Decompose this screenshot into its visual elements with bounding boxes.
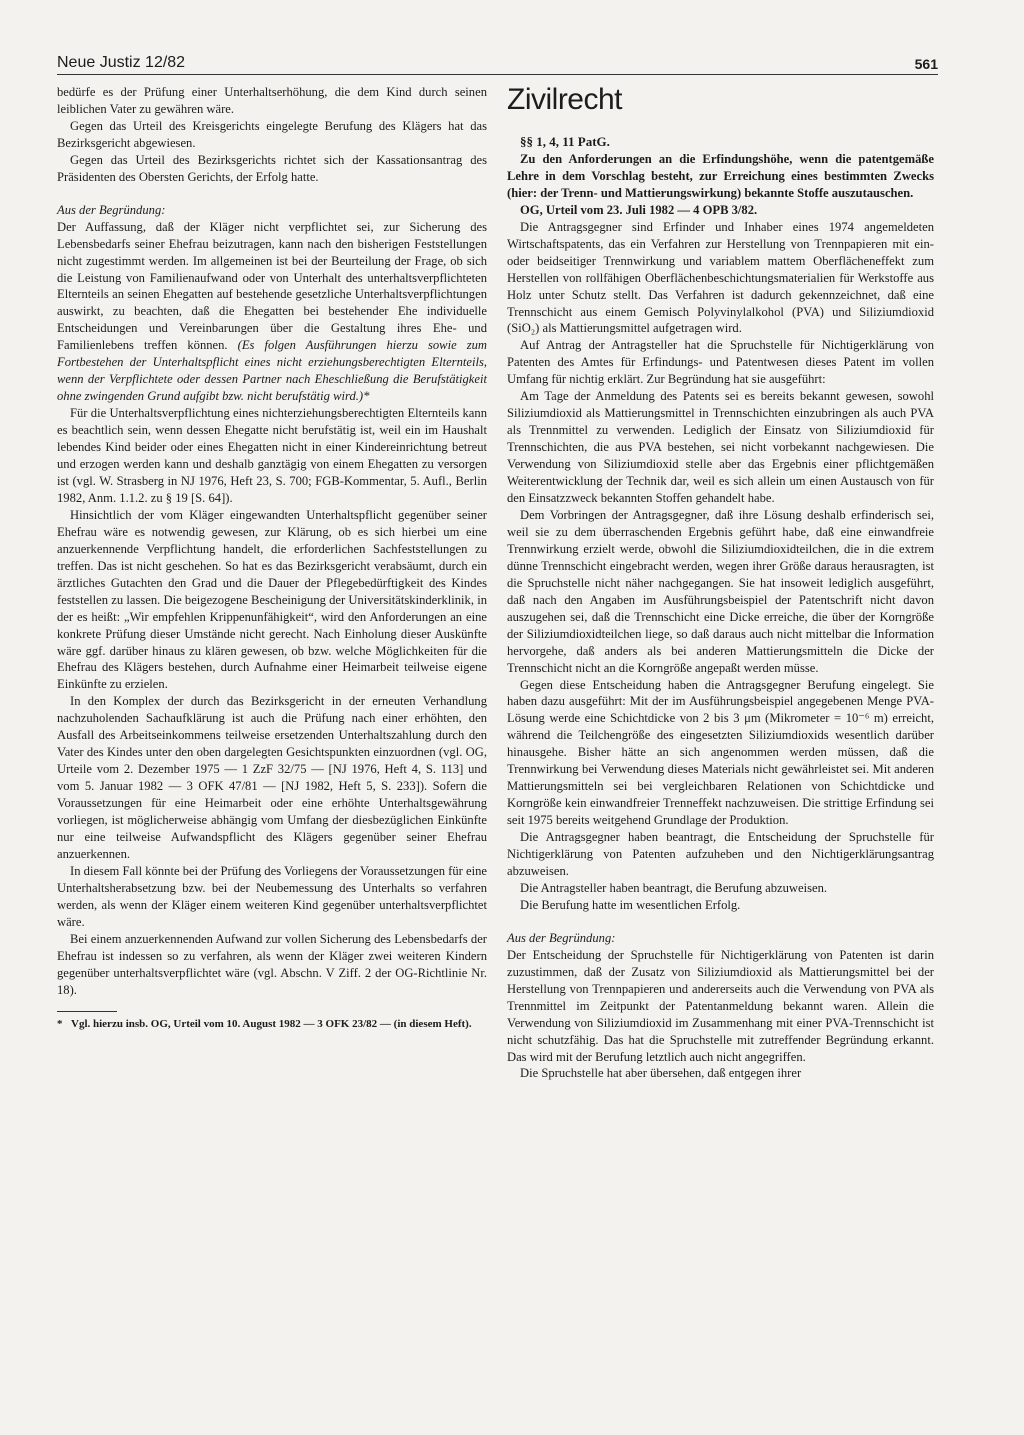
footnote: [57, 1018, 487, 1031]
right-subheading: Aus der Begründung:: [507, 930, 616, 945]
right-paragraph-1: Die Antragsgegner sind Erfinder und Inhaber eines 1974 angemeldeten Wirtschaftspatents, das ein Verfahren zur Herstellung von Trennpapieren mit ein- oder beidseitiger Trennwirkung und variablem mattem Oberflächeneffekt zum Herstellen von rollfähigen Oberflächenbeschichtungsmaterialien für Werkstoffe aus Holz unter Schutz stellt. Das Verfahren ist dadurch gekennzeichnet, daß eine Trennschicht aus einem Gemisch Polyvinylalkohol (PVA) und Siliziumdioxid (SiO₂) als Mattierungsmittel aufgetragen wird.: [507, 219, 934, 336]
footnote-text: Vgl. hierzu insb. OG, Urteil vom 10. August 1982 — 3 OFK 23/82 — (in diesem Heft).: [71, 1017, 472, 1030]
page-number: 561: [914, 56, 938, 72]
right-column: [507, 84, 934, 1082]
left-paragraph-4-text: Der Auffassung, daß der Kläger nicht verpflichtet sei, zur Sicherung des Lebensbedarfs seiner Ehefrau beizutragen, kann nach den bisherigen Feststellungen nicht zugestimmt werden. Im allgemeinen ist bei der Beurteilung der Frage, ob sich die Leistung von Familienaufwand oder von Unterhalt des unterhaltsverpflichteten Elternteils an seinen Ehegatten auf bestehende gesetzliche Unterhaltsverpflichtungen auswirkt, zu beachten, daß die Ehegatten bei bestehender Ehe individuelle Entscheidungen und Vereinbarungen über die Gestaltung ihres Ehe- und Familienlebens treffen können.: [57, 219, 487, 353]
left-paragraph-6: Hinsichtlich der vom Kläger eingewandten Unterhaltspflicht gegenüber seiner Ehefrau wäre es notwendig gewesen, zur Klärung, ob es sich hierbei um eine anzuerkennende Verpflichtung handelt, die erforderlichen Sachfeststellungen zu treffen. Das ist nicht geschehen. So hat es das Bezirksgericht verabsäumt, durch ein ärztliches Gutachten den Grad und die Dauer der Pflegebedürftigkeit des Kindes feststellen zu lassen. Die beigezogene Bescheinigung der Universitätskinderklinik, in der es heißt: „Wir empfehlen Krippenunfähigkeit“, wird den Anforderungen an eine konkrete Prüfung dieser Umstände nicht gerecht. Nach Einholung dieser Auskünfte wäre ggf. darüber hinaus zu klären gewesen, ob bzw. welche Möglichkeiten für die Ehefrau des Klägers bestehen, durch Aufnahme einer Heimarbeit teilweise eigene Einkünfte zu erzielen.: [57, 507, 487, 692]
header-rule: [57, 74, 938, 75]
left-paragraph-9: Bei einem anzuerkennenden Aufwand zur vollen Sicherung des Lebensbedarfs der Ehefrau ist indessen so zu verfahren, als wenn der Kläger zwei weiteren Kindern gegenüber unterhaltsverpflichtet wäre (vgl. Abschn. V Ziff. 2 der OG-Richtlinie Nr. 18).: [57, 931, 487, 997]
section-title: Zivilrecht: [507, 83, 623, 116]
right-paragraph-7: Die Antragsteller haben beantragt, die Berufung abzuweisen.: [520, 880, 828, 895]
right-paragraph-6: Die Antragsgegner haben beantragt, die Entscheidung der Spruchstelle für Nichtigerklärung von Patenten aufzuheben und den Nichtigerklärungsantrag abzuweisen.: [507, 830, 934, 878]
headnote: Zu den Anforderungen an die Erfindungshöhe, wenn die patentgemäße Lehre in dem Vorschlag besteht, zur Erreichung eines bestimmten Zwecks (hier: der Trenn- und Mattierungswirkung) bekannte Stoffe auszutauschen.: [507, 151, 934, 200]
left-paragraph-4-italic: (Es folgen Ausführungen hierzu sowie zum Fortbestehen der Unterhaltspflicht eines nicht erziehungsberechtigten Elternteils, wenn der Verpflichtete oder dessen Partner nach Eheschließung die Berufstätigkeit ohne zwingenden Grund aufgibt bzw. nicht berufstätig wird.)*: [57, 338, 488, 404]
left-paragraph-2: Gegen das Urteil des Kreisgerichts eingelegte Berufung des Klägers hat das Bezirksgericht abgewiesen.: [57, 118, 487, 150]
footnote-rule: [57, 1011, 117, 1012]
right-paragraph-2: Auf Antrag der Antragsteller hat die Spruchstelle für Nichtigerklärung von Patenten des Amtes für Erfindungs- und Patentwesen dieses Patent im vollen Umfang für nichtig erklärt. Zur Begründung hat sie ausgeführt:: [507, 338, 934, 387]
right-paragraph-5: Gegen diese Entscheidung haben die Antragsgegner Berufung eingelegt. Sie haben dazu ausgeführt: Mit der im Ausführungsbeispiel angegebenen Menge PVA-Lösung werde eine Schichtdicke von 2 bis 3 μm (Mikrometer = 10⁻⁶ m) erreicht, während die Teilchengröße des eingesetzten Siliziumdioxids wesentlich darüber hinausgehe. Bisher hätte an sich angenommen werden müssen, daß die Trennwirkung bei Verwendung dieses Materials nicht gewährleistet sei. Mit anderen Mattierungsmitteln sei bei vergleichbaren Relationen von Schichtdicke und Korngröße kein einwandfreier Trenneffekt nachzuweisen. Die strittige Erfindung sei seit 1975 bereits weitgehend Grundlage der Produktion.: [507, 677, 934, 828]
left-paragraph-8: In diesem Fall könnte bei der Prüfung des Vorliegens der Voraussetzungen für eine Unterhaltsherabsetzung bzw. bei der Neubemessung des Unterhalts so verfahren werden, als wenn der Kläger einem weiteren Kind gegenüber unterhaltsverpflichtet wäre.: [57, 863, 487, 929]
left-paragraph-1: bedürfe es der Prüfung einer Unterhaltserhöhung, die dem Kind durch seinen leiblichen Vater zu gewähren wäre.: [57, 85, 487, 116]
journal-issue: Neue Justiz 12/82: [57, 54, 186, 71]
court-citation: OG, Urteil vom 23. Juli 1982 — 4 OPB 3/82.: [520, 202, 758, 217]
right-paragraph-10: Die Spruchstelle hat aber übersehen, daß entgegen ihrer: [520, 1066, 802, 1081]
right-paragraph-9: Der Entscheidung der Spruchstelle für Nichtigerklärung von Patenten ist darin zuzustimmen, daß der Zusatz von Siliziumdioxid als Mattierungsmittel bei der Herstellung von Trennpapieren und andererseits auch die Verwendung von PVA als Trennmittel im Zeitpunkt der Patentanmeldung bekannt waren. Allein die Verwendung von Siliziumdioxid im Zusammenhang mit einer PVA-Trennschicht ist nicht schutzfähig. Das hat die Spruchstelle mit zutreffender Begründung erkannt. Das wird mit der Berufung letztlich auch nicht angegriffen.: [507, 947, 934, 1064]
left-column: [57, 84, 487, 1031]
footnote-mark: *: [57, 1017, 63, 1030]
left-paragraph-7: In den Komplex der durch das Bezirksgericht in der erneuten Verhandlung nachzuholenden Sachaufklärung ist auch die Prüfung nach einer erhöhten, den Ausfall des Arbeitseinkommens teilweise ersetzenden Unterhaltszahlung durch den Vater des Kindes unter den oben dargelegten Gesichtspunkten einzuordnen (vgl. OG, Urteile vom 2. Dezember 1975 — 1 ZzF 32/75 — [NJ 1976, Heft 4, S. 113] und vom 5. Januar 1982 — 3 OFK 47/81 — [NJ 1982, Heft 5, S. 233]). Sofern die Voraussetzungen für eine Heimarbeit oder eine erhöhte Unterhaltsgewährung vorliegen, ist möglicherweise abhängig vom Umfang der diesbezüglichen Einkünfte nur eine teilweise Aufwandspflicht des Klägers gegenüber seiner Ehefrau anzuerkennen.: [57, 694, 487, 861]
legal-paragraphs: §§ 1, 4, 11 PatG.: [520, 134, 610, 149]
left-paragraph-5: Für die Unterhaltsverpflichtung eines nichterziehungsberechtigten Elternteils kann es beachtlich sein, wenn dessen Ehegatte nicht berufstätig ist, weil ein im Haushalt lebendes Kind beider oder eines Ehegatten nicht in einer Kindereinrichtung betreut und erzogen werden kann und deshalb ganztägig von einem Ehegatten zu versorgen ist (vgl. W. Strasberg in NJ 1976, Heft 23, S. 700; FGB-Kommentar, 5. Aufl., Berlin 1982, Anm. 1.1.2. zu § 19 [S. 64]).: [57, 406, 487, 505]
left-paragraph-4: [57, 219, 487, 405]
right-paragraph-4: Dem Vorbringen der Antragsgegner, daß ihre Lösung deshalb erfinderisch sei, weil sie zu dem überraschenden Ergebnis geführt habe, daß eine einwandfreie Trennwirkung erzielt werde, obwohl die Siliziumdioxidteilchen, die in die extrem dünne Trennschicht eingebracht werden, wegen ihrer Größe daraus herausragten, ist die Spruchstelle nicht näher nachgegangen. Sie hat insoweit lediglich ausgeführt, daß nach den Angaben im Ausführungsbeispiel der Patentschrift nicht davon auszugehen sei, daß die Trennschicht eine Dicke erreiche, die über der Korngröße der Siliziumdioxidteilchen liege, so daß daraus auch nicht mittelbar die Information hervorgehe, daß anders als bei anderen Mattierungsmitteln die Dicke der Trennschicht nicht an die Korngröße angepaßt werden müsse.: [507, 507, 934, 675]
left-paragraph-3: Gegen das Urteil des Bezirksgerichts richtet sich der Kassationsantrag des Präsidenten des Obersten Gerichts, der Erfolg hatte.: [57, 152, 487, 184]
right-paragraph-3: Am Tage der Anmeldung des Patents sei es bereits bekannt gewesen, sowohl Siliziumdioxid als Mattierungsmittel in Trennschichten einzubringen als auch PVA als Trennmittel zu verwenden. Lediglich der Einsatz von Siliziumdioxid für Trennschichten, die aus PVA bestehen, sei nicht vorbekannt nachgewiesen. Die Verwendung von Siliziumdioxid stelle aber das Ergebnis einer pflichtgemäßen Weiterentwicklung der Technik dar, weil es sich allein um einen Austausch von für den Einsatzzweck bekannten Stoffen gehandelt habe.: [507, 389, 934, 506]
right-paragraph-8: Die Berufung hatte im wesentlichen Erfolg.: [520, 897, 741, 912]
left-subheading: Aus der Begründung:: [57, 202, 166, 217]
